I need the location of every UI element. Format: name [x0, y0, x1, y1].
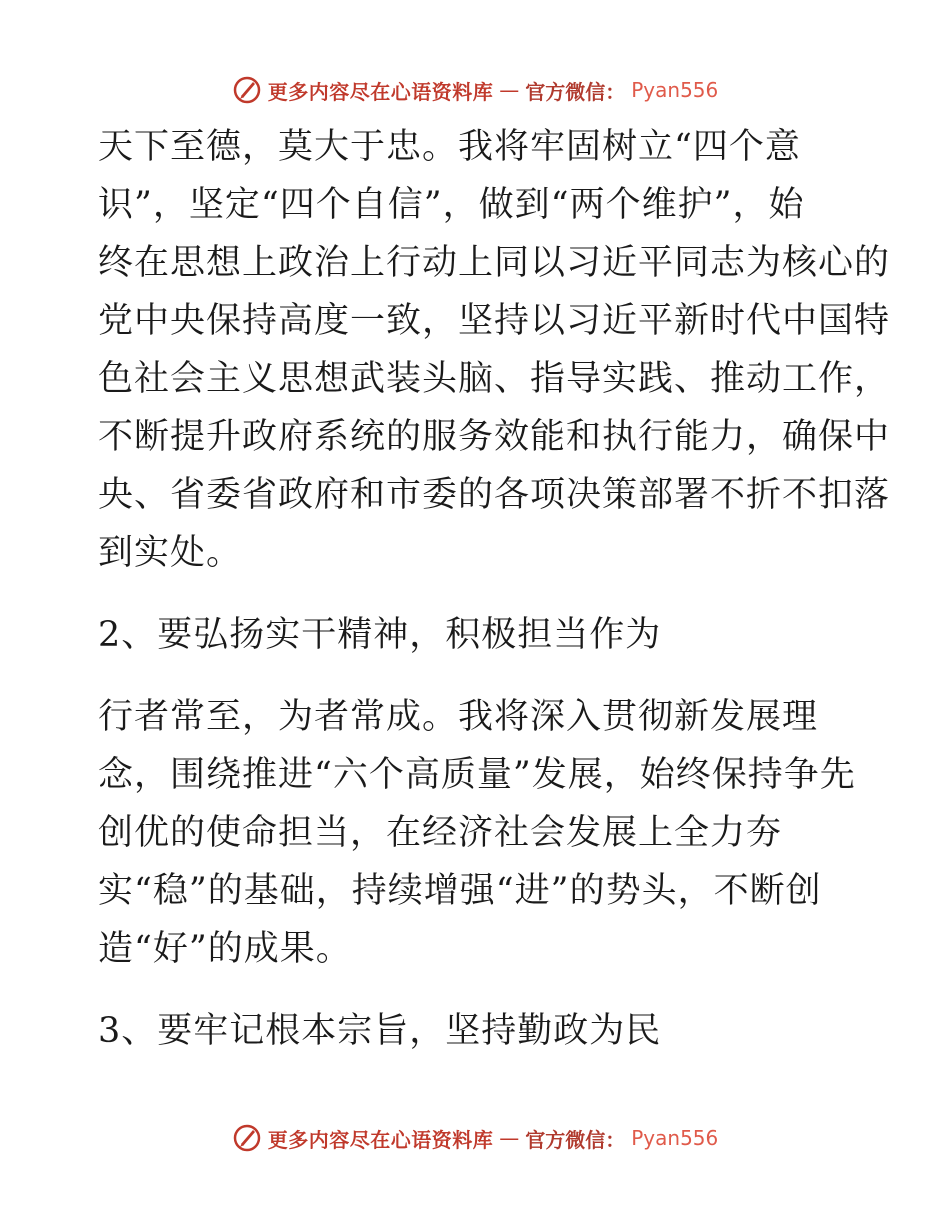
paragraph-2-line: 创优的使命担当，在经济社会发展上全力夯 — [98, 813, 783, 853]
paragraph-1-line: 不断提升政府系统的服务效能和执行能力，确保中 — [98, 417, 891, 457]
paragraph-2-line: 实“稳”的基础，持续增强“进”的势头，不断创 — [98, 871, 822, 911]
paragraph-1-line: 党中央保持高度一致，坚持以习近平新时代中国特 — [98, 301, 891, 341]
watermark-account-id: Pyan556 — [631, 1126, 719, 1150]
paragraph-2-line: 行者常至，为者常成。我将深入贯彻新发展理 — [98, 697, 819, 737]
watermark-separator: — — [499, 1126, 520, 1150]
section-heading-3: 3、要牢记根本宗旨，坚持勤政为民 — [98, 1011, 662, 1051]
paragraph-1-line: 到实处。 — [98, 533, 243, 573]
footer-watermark — [0, 1118, 950, 1158]
watermark-account-id: Pyan556 — [631, 78, 719, 102]
paragraph-1-line: 央、省委省政府和市委的各项决策部署不折不扣落 — [98, 475, 891, 515]
watermark-official-label: 官方微信： — [525, 1127, 626, 1152]
header-watermark — [0, 70, 950, 110]
watermark-main-text: 更多内容尽在心语资料库 — [267, 1127, 494, 1152]
paragraph-1-line: 天下至德，莫大于忠。我将牢固树立“四个意 — [98, 127, 801, 167]
quill-logo-icon — [232, 75, 262, 105]
paragraph-2-line: 念，围绕推进“六个高质量”发展，始终保持争先 — [98, 755, 856, 795]
paragraph-1-line: 色社会主义思想武装头脑、指导实践、推动工作， — [98, 359, 891, 399]
watermark-separator: — — [499, 78, 520, 102]
paragraph-2-line: 造“好”的成果。 — [98, 929, 352, 969]
section-heading-2: 2、要弘扬实干精神，积极担当作为 — [98, 615, 662, 655]
watermark-main-text: 更多内容尽在心语资料库 — [267, 79, 494, 104]
paragraph-1-line: 识”，坚定“四个自信”，做到“两个维护”，始 — [98, 185, 805, 225]
paragraph-1-line: 终在思想上政治上行动上同以习近平同志为核心的 — [98, 243, 891, 283]
document-body — [98, 118, 891, 1060]
watermark-official-label: 官方微信： — [525, 79, 626, 104]
quill-logo-icon — [232, 1123, 262, 1153]
